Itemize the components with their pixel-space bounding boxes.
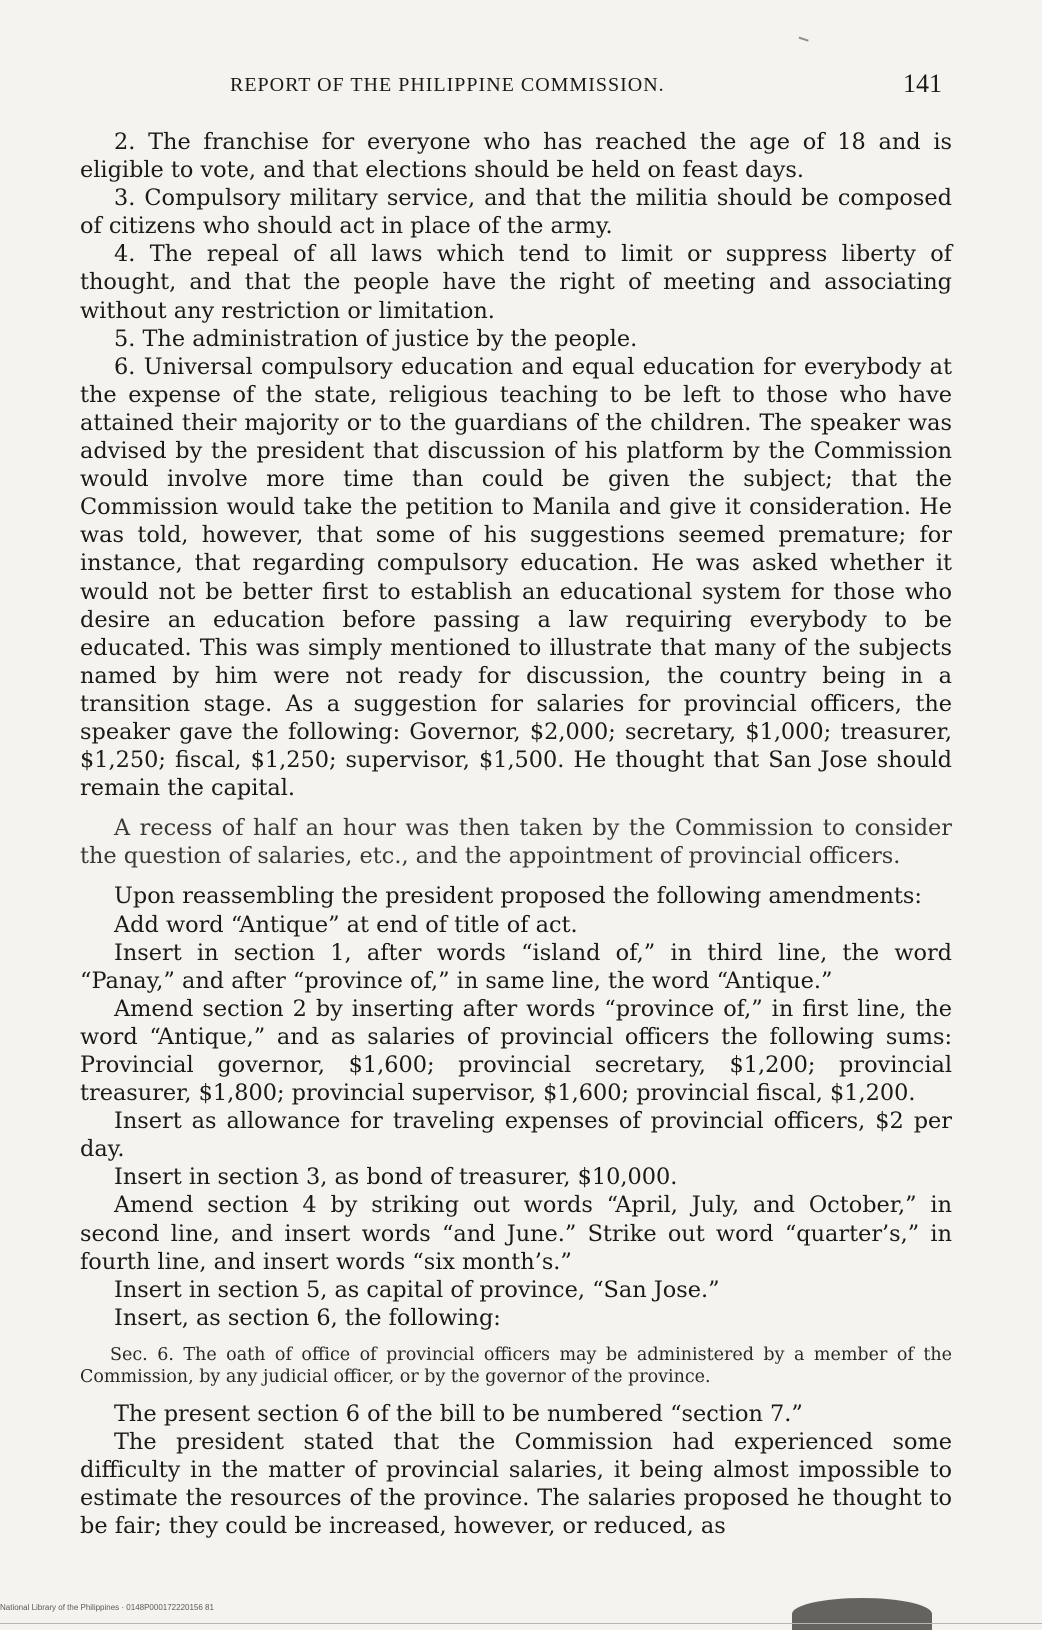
paragraph-recess: A recess of half an hour was then taken by the Commission to consider the question of salaries, etc., and the appointment of provincial officers. <box>80 815 952 870</box>
amendment-section-4: Amend section 4 by striking out words “April, July, and October,” in second line, and insert words “and June.” Strike out word “quarter’s,” in fourth line, and insert words “six month’s.” <box>80 1192 952 1275</box>
amendment-section-5: Insert in section 5, as capital of province, “San Jose.” <box>114 1276 720 1303</box>
body-text <box>80 128 952 1540</box>
paragraph-item-4: 4. The repeal of all laws which tend to limit or suppress liberty of thought, and that the people have the right of meeting and associating without any restriction or limitation. <box>80 241 952 324</box>
section-6-quote: Sec. 6. The oath of office of provincial officers may be administered by a member of the Commission, by any judicial officer, or by the governor of the province. <box>80 1344 952 1387</box>
amendment-traveling-allowance: Insert as allowance for traveling expenses of provincial officers, $2 per day. <box>80 1108 952 1163</box>
running-head: REPORT OF THE PHILIPPINE COMMISSION. <box>230 74 665 96</box>
paragraph-item-2: 2. The franchise for everyone who has reached the age of 18 and is eligible to vote, and that elections should be held on feast days. <box>80 129 952 184</box>
scan-edge-shadow <box>792 1598 932 1630</box>
footer-rule <box>0 1623 1042 1624</box>
paragraph-president-statement: The president stated that the Commission had experienced some difficulty in the matter of provincial salaries, it being almost impossible to estimate the resources of the province. The salaries proposed he thought to be fair; they could be increased, however, or reduced, as <box>80 1429 952 1540</box>
amendment-section-1: Insert in section 1, after words “island of,” in third line, the word “Panay,” and after “province of,” in same line, the word “Antique.” <box>80 939 952 994</box>
page-number: 141 <box>903 69 942 98</box>
page-header <box>78 69 942 102</box>
amendment-title: Add word “Antique” at end of title of act. <box>114 911 578 938</box>
paragraph-item-3: 3. Compulsory military service, and that the militia should be composed of citizens who should act in place of the army. <box>80 185 952 240</box>
source-footer: National Library of the Philippines · 0148P000172220156 81 <box>0 1603 214 1612</box>
amendment-section-6-intro: Insert, as section 6, the following: <box>114 1304 501 1331</box>
paragraph-item-6: 6. Universal compulsory education and equal education for everybody at the expense of the state, religious teaching to be left to those who have attained their majority or to the guardians of the children. The speaker was advised by the president that discussion of his platform by the Commission would involve more time than could be given the subject; that the Commission would take the petition to Manila and give it consideration. He was told, however, that some of his suggestions seemed premature; for instance, that regarding compulsory education. He was asked whether it would not be better first to establish an educational system for those who desire an education before passing a law requiring everybody to be educated. This was simply mentioned to illustrate that many of the subjects named by him were not ready for discussion, the country being in a transition stage. As a suggestion for salaries for provincial officers, the speaker gave the following: Governor, $2,000; secretary, $1,000; treasurer, $1,250; fiscal, $1,250; supervisor, $1,500. He thought that San Jose should remain the capital. <box>80 353 952 802</box>
amendment-section-2: Amend section 2 by inserting after words “province of,” in first line, the word “Antique,” and as salaries of provincial officers the following sums: Provincial governor, $1,600; provincial secretary, $1,200; provincial treasurer, $1,800; provincial supervisor, $1,600; provincial fiscal, $1,200. <box>80 995 952 1107</box>
paragraph-reassembling: Upon reassembling the president proposed the following amendments: <box>114 883 922 910</box>
paragraph-item-5: 5. The administration of justice by the people. <box>114 325 638 352</box>
amendment-section-3: Insert in section 3, as bond of treasurer, $10,000. <box>114 1164 678 1191</box>
scan-speck <box>797 37 808 46</box>
paragraph-section-7: The present section 6 of the bill to be numbered “section 7.” <box>114 1400 803 1427</box>
